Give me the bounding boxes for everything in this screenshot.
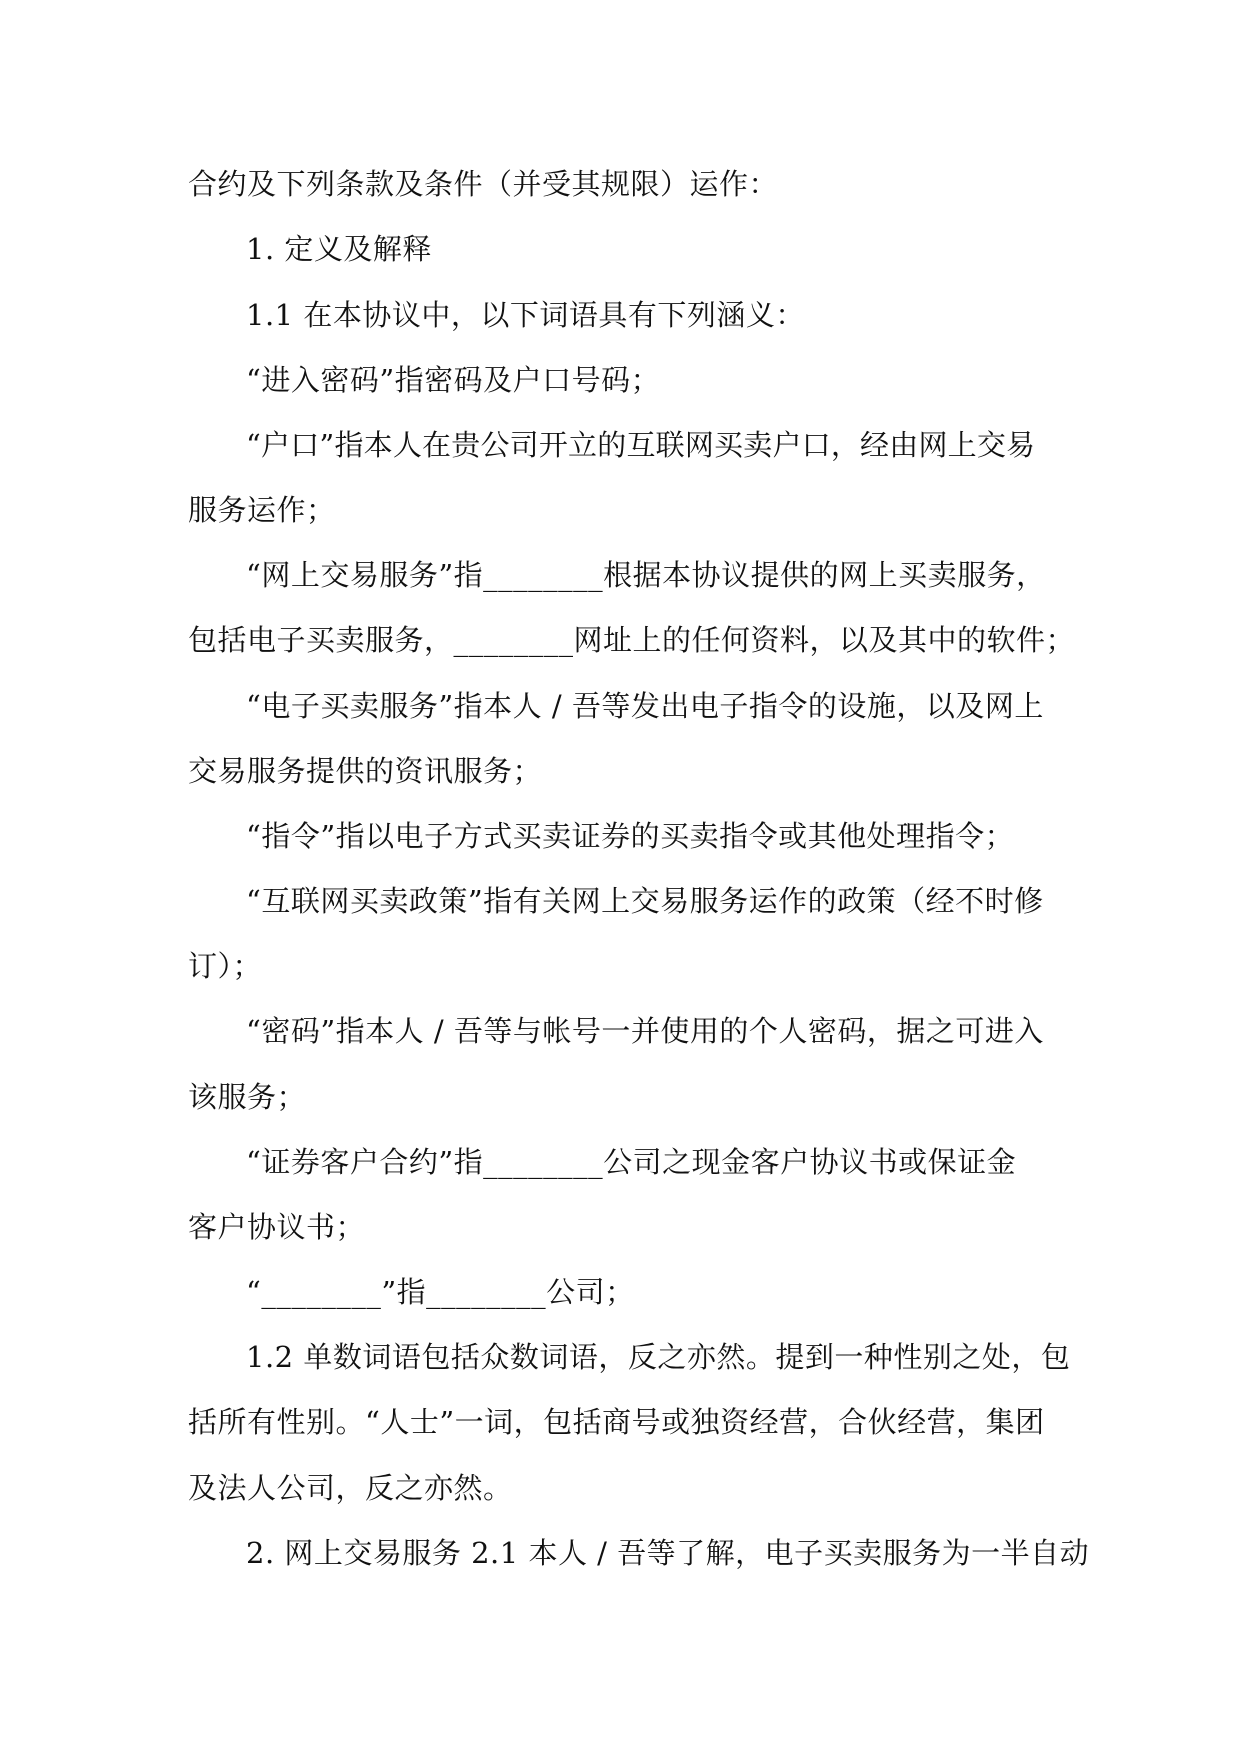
definition-line: “________”指________公司； — [246, 1275, 635, 1309]
definition-line: “户口”指本人在贵公司开立的互联网买卖户口，经由网上交易 — [246, 428, 1036, 462]
section-heading: 2. 网上交易服务 2.1 本人 / 吾等了解，电子买卖服务为一半自动 — [246, 1536, 1090, 1570]
clause-line: 1.2 单数词语包括众数词语，反之亦然。提到一种性别之处，包 — [246, 1340, 1071, 1374]
definition-line: “指令”指以电子方式买卖证券的买卖指令或其他处理指令； — [246, 819, 1015, 853]
definition-line: “密码”指本人 / 吾等与帐号一并使用的个人密码，据之可进入 — [246, 1014, 1044, 1048]
definition-continuation: 客户协议书； — [188, 1210, 366, 1244]
definition-continuation: 订）； — [188, 949, 263, 983]
definition-continuation: 服务运作； — [188, 493, 336, 527]
definition-continuation: 该服务； — [188, 1080, 307, 1114]
definition-continuation: 包括电子买卖服务，________网址上的任何资料，以及其中的软件； — [188, 623, 1076, 657]
clause-continuation: 括所有性别。“人士”一词，包括商号或独资经营，合伙经营，集团 — [188, 1405, 1045, 1439]
definition-line: “电子买卖服务”指本人 / 吾等发出电子指令的设施，以及网上 — [246, 689, 1044, 723]
definition-line: “证券客户合约”指________公司之现金客户协议书或保证金 — [246, 1145, 1017, 1179]
definition-line: “互联网买卖政策”指有关网上交易服务运作的政策（经不时修 — [246, 884, 1044, 918]
section-heading: 1. 定义及解释 — [246, 232, 432, 266]
definition-continuation: 交易服务提供的资讯服务； — [188, 754, 543, 788]
text-line: 合约及下列条款及条件（并受其规限）运作： — [188, 167, 779, 201]
definition-line: “网上交易服务”指________根据本协议提供的网上买卖服务， — [246, 558, 1046, 592]
clause-continuation: 及法人公司，反之亦然。 — [188, 1471, 513, 1505]
definition-line: “进入密码”指密码及户口号码； — [246, 363, 661, 397]
clause-line: 1.1 在本协议中，以下词语具有下列涵义： — [246, 298, 805, 332]
